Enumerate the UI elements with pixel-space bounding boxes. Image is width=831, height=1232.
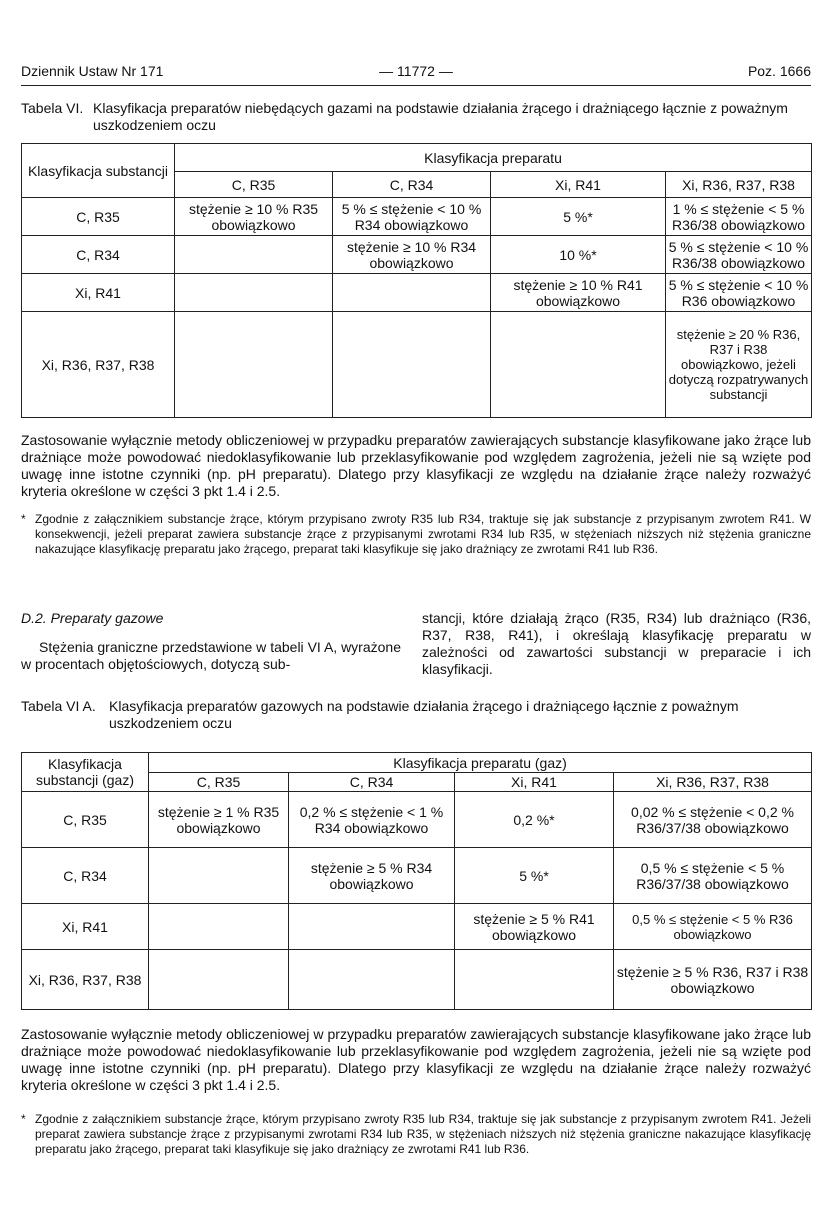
table-cell: 0,5 % ≤ stężenie < 5 % R36 obowiązkowo xyxy=(614,904,812,950)
table-cell: 0,2 % ≤ stężenie < 1 % R34 obowiązkowo xyxy=(289,792,455,848)
table-cell: stężenie ≥ 10 % R41 obowiązkowo xyxy=(491,274,666,312)
table-cell: 5 % ≤ stężenie < 10 % R36 obowiązkowo xyxy=(666,274,812,312)
position-number: Poz. 1666 xyxy=(747,63,811,79)
footnote-text: Zgodnie z załącznikiem substancje żrące, którym przypisano zwroty R35 lub R34, traktuje się jak substancje z przypisanym zwrotem R41. Jeżeli preparat zawiera substancje żrące z przypisanymi zwrotami R34 lub R35, w stężeniach niższych niż stężenia graniczne nakazujące klasyfikację preparatu jako żrącego, preparat taki klasyfikuje się jako drażniący ze zwrotami R41 lub R36. xyxy=(35,1112,811,1156)
section-left-text: Stężenia graniczne przedstawione w tabeli VI A, wyrażone w procentach objętościowych, dotyczą sub- xyxy=(21,639,401,672)
table-cell xyxy=(333,274,491,312)
table6 xyxy=(21,143,812,418)
table-cell xyxy=(175,236,333,274)
table-cell: 5 % ≤ stężenie < 10 % R36/38 obowiązkowo xyxy=(666,236,812,274)
table-cell: 5 %* xyxy=(491,198,666,236)
table6a-group-header: Klasyfikacja preparatu (gaz) xyxy=(149,753,812,773)
table-cell xyxy=(455,950,614,1010)
table-row xyxy=(22,848,812,904)
table6a-footnote xyxy=(21,1112,811,1157)
table6a xyxy=(21,752,812,1010)
table-row xyxy=(22,904,812,950)
row-label: Xi, R36, R37, R38 xyxy=(22,950,149,1010)
table-cell: stężenie ≥ 10 % R35 obowiązkowo xyxy=(175,198,333,236)
table-cell: stężenie ≥ 10 % R34 obowiązkowo xyxy=(333,236,491,274)
table6a-col-header: C, R35 xyxy=(149,773,289,792)
table-cell: 5 %* xyxy=(455,848,614,904)
page-number: — 11772 — xyxy=(379,63,453,79)
table6a-caption-label: Tabela VI A. xyxy=(21,698,96,714)
row-label: Xi, R41 xyxy=(22,904,149,950)
table-cell xyxy=(149,950,289,1010)
table-cell xyxy=(333,312,491,418)
table6-col-header: C, R34 xyxy=(333,172,491,198)
table-row xyxy=(22,198,812,236)
table6-col-header: C, R35 xyxy=(175,172,333,198)
footnote-text: Zgodnie z załącznikiem substancje żrące, którym przypisano zwroty R35 lub R34, traktuje się jak substancje z przypisanym zwrotem R41. W konsekwencji, jeżeli preparat zawiera substancje żrące z przypisanymi zwrotami R34 lub R35, w stężeniach niższych niż stężenia graniczne nakazujące klasyfikację preparatu jako żrącego, preparat taki klasyfikuje się jako drażniący ze zwrotami R41 lub R36. xyxy=(35,512,811,556)
table-row xyxy=(22,236,812,274)
table6-caption-label: Tabela VI. xyxy=(21,100,84,116)
table-cell: stężenie ≥ 20 % R36, R37 i R38 obowiązkowo, jeżeli dotyczą rozpatrywanych substancji xyxy=(666,312,812,418)
table6a-corner-header: Klasyfikacja substancji (gaz) xyxy=(22,753,149,792)
table6-col-header: Xi, R36, R37, R38 xyxy=(666,172,812,198)
table6-col-header: Xi, R41 xyxy=(491,172,666,198)
table6a-caption-text: Klasyfikacja preparatów gazowych na podstawie działania żrącego i drażniącego łącznie z poważnym uszkodzeniem oczu xyxy=(109,698,739,731)
section-left-column xyxy=(21,610,401,673)
table-cell: stężenie ≥ 5 % R41 obowiązkowo xyxy=(455,904,614,950)
table-cell xyxy=(175,312,333,418)
table-row xyxy=(22,312,812,418)
section-heading: D.2. Preparaty gazowe xyxy=(21,610,164,626)
table-cell: 0,5 % ≤ stężenie < 5 % R36/37/38 obowiązkowo xyxy=(614,848,812,904)
table-cell xyxy=(149,904,289,950)
table-cell: stężenie ≥ 1 % R35 obowiązkowo xyxy=(149,792,289,848)
table6-caption-text: Klasyfikacja preparatów niebędących gazami na podstawie działania żrącego i drażniącego łącznie z poważnym uszkodzeniem oczu xyxy=(93,100,788,133)
row-label: C, R35 xyxy=(22,198,175,236)
row-label: C, R34 xyxy=(22,848,149,904)
table-cell xyxy=(175,274,333,312)
table-cell: stężenie ≥ 5 % R34 obowiązkowo xyxy=(289,848,455,904)
table6-caption xyxy=(21,100,811,134)
table6-group-header: Klasyfikacja preparatu xyxy=(175,144,812,172)
table-cell: 1 % ≤ stężenie < 5 % R36/38 obowiązkowo xyxy=(666,198,812,236)
table6-note: Zastosowanie wyłącznie metody obliczeniowej w przypadku preparatów zawierających substancje klasyfikowane jako żrące lub drażniące może powodować niedoklasyfikowanie lub przeklasyfikowanie pod względem zagrożenia, jeżeli nie są wzięte pod uwagę inne istotne czynniki (np. pH preparatu). Dlatego przy klasyfikacji ze względu na działanie żrące należy rozważyć kryteria określone w części 3 pkt 1.4 i 2.5. xyxy=(21,432,811,499)
row-label: Xi, R41 xyxy=(22,274,175,312)
journal-name: Dziennik Ustaw Nr 171 xyxy=(21,63,164,79)
table-cell xyxy=(149,848,289,904)
row-label: Xi, R36, R37, R38 xyxy=(22,312,175,418)
table6a-col-header: Xi, R41 xyxy=(455,773,614,792)
table-cell xyxy=(491,312,666,418)
footnote-mark: * xyxy=(21,1112,26,1126)
table-cell xyxy=(289,904,455,950)
table-row xyxy=(22,792,812,848)
footnote-mark: * xyxy=(21,512,26,526)
row-label: C, R35 xyxy=(22,792,149,848)
table6a-caption xyxy=(21,698,811,732)
table6-footnote xyxy=(21,512,811,557)
table-cell: stężenie ≥ 5 % R36, R37 i R38 obowiązkowo xyxy=(614,950,812,1010)
table-cell xyxy=(289,950,455,1010)
table6a-col-header: C, R34 xyxy=(289,773,455,792)
table6a-note: Zastosowanie wyłącznie metody obliczeniowej w przypadku preparatów zawierających substancje klasyfikowane jako żrące lub drażniące może powodować niedoklasyfikowanie lub przeklasyfikowanie pod względem zagrożenia, jeżeli nie są wzięte pod uwagę inne istotne czynniki (np. pH preparatu). Dlatego przy klasyfikacji ze względu na działanie żrące należy rozważyć kryteria określone w części 3 pkt 1.4 i 2.5. xyxy=(21,1026,811,1093)
table6a-col-header: Xi, R36, R37, R38 xyxy=(614,773,812,792)
table6-corner-header: Klasyfikacja substancji xyxy=(22,144,175,198)
table-cell: 0,2 %* xyxy=(455,792,614,848)
table-cell: 0,02 % ≤ stężenie < 0,2 % R36/37/38 obowiązkowo xyxy=(614,792,812,848)
table-row xyxy=(22,950,812,1010)
section-right-text: stancji, które działają żrąco (R35, R34) lub drażniąco (R36, R37, R38, R41), i określają klasyfikację preparatu w zależności od zawartości substancji w preparacie i ich klasyfikacji. xyxy=(422,610,811,677)
page-header xyxy=(21,63,811,86)
table-cell: 10 %* xyxy=(491,236,666,274)
row-label: C, R34 xyxy=(22,236,175,274)
table-row xyxy=(22,274,812,312)
table-cell: 5 % ≤ stężenie < 10 % R34 obowiązkowo xyxy=(333,198,491,236)
